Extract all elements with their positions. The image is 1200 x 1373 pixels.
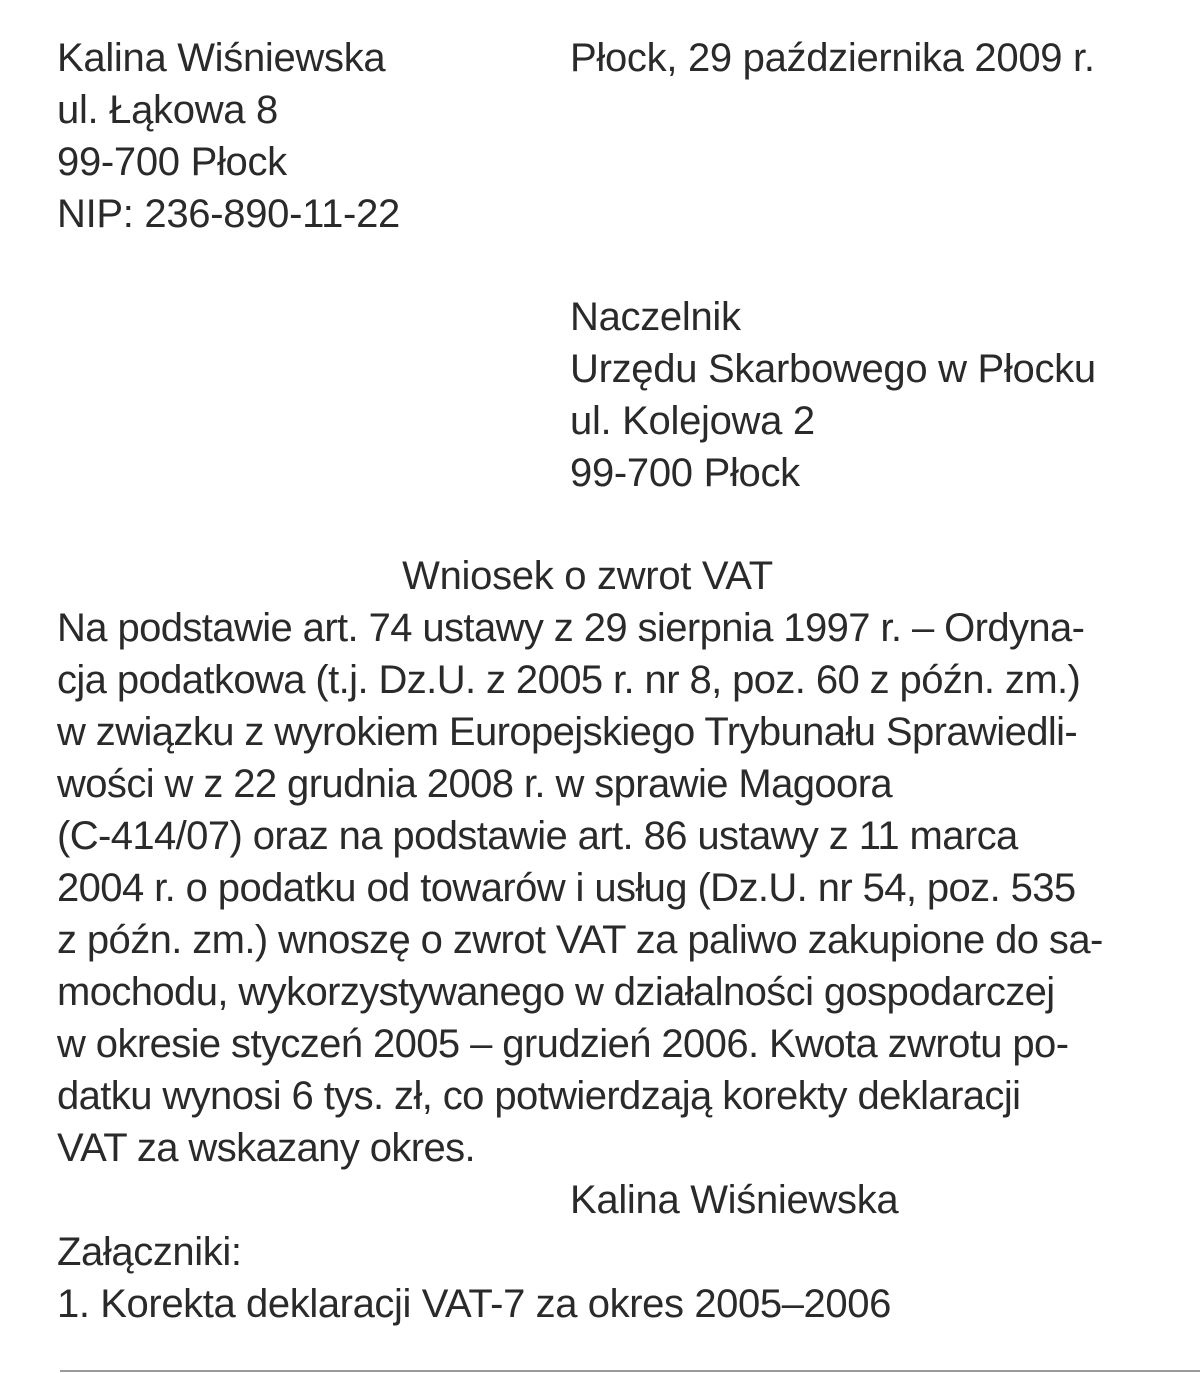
body-line: cja podatkowa (t.j. Dz.U. z 2005 r. nr 8, poz. 60 z późn. zm.) [57,658,1081,702]
recipient-line-3: ul. Kolejowa 2 [570,399,815,443]
sender-nip: NIP: 236-890-11-22 [57,192,400,236]
body-line: 2004 r. o podatku od towarów i usług (Dz.U. nr 54, poz. 535 [57,866,1076,910]
body-line: (C-414/07) oraz na podstawie art. 86 ustawy z 11 marca [57,814,1018,858]
sender-city: 99-700 Płock [57,140,287,184]
attachment-item: 1. Korekta deklaracji VAT-7 za okres 2005–2006 [57,1282,891,1326]
body-line: mochodu, wykorzystywanego w działalności gospodarczej [57,970,1055,1014]
letter-title: Wniosek o zwrot VAT [402,554,773,598]
recipient-line-2: Urzędu Skarbowego w Płocku [570,347,1096,391]
sender-name: Kalina Wiśniewska [57,36,386,80]
signature: Kalina Wiśniewska [570,1178,899,1222]
body-line: datku wynosi 6 tys. zł, co potwierdzają korekty deklaracji [57,1074,1021,1118]
letter-body [57,602,1103,1174]
body-line: Na podstawie art. 74 ustawy z 29 sierpnia 1997 r. – Ordyna- [57,606,1085,650]
body-line: z późn. zm.) wnoszę o zwrot VAT za paliwo zakupione do sa- [57,918,1103,962]
recipient-line-1: Naczelnik [570,295,741,339]
body-line: w okresie styczeń 2005 – grudzień 2006. Kwota zwrotu po- [57,1022,1069,1066]
bottom-divider [60,1370,1200,1372]
body-line: VAT za wskazany okres. [57,1126,476,1170]
body-line: wości w z 22 grudnia 2008 r. w sprawie Magoora [57,762,893,806]
date-line: Płock, 29 października 2009 r. [570,36,1095,80]
attachments-heading: Załączniki: [57,1230,242,1274]
sender-street: ul. Łąkowa 8 [57,88,278,132]
attachments-block [57,1226,891,1330]
recipient-line-4: 99-700 Płock [570,451,800,495]
sender-address-block [57,32,400,240]
recipient-address-block [570,291,1096,499]
body-line: w związku z wyrokiem Europejskiego Trybunału Sprawiedli- [57,710,1078,754]
